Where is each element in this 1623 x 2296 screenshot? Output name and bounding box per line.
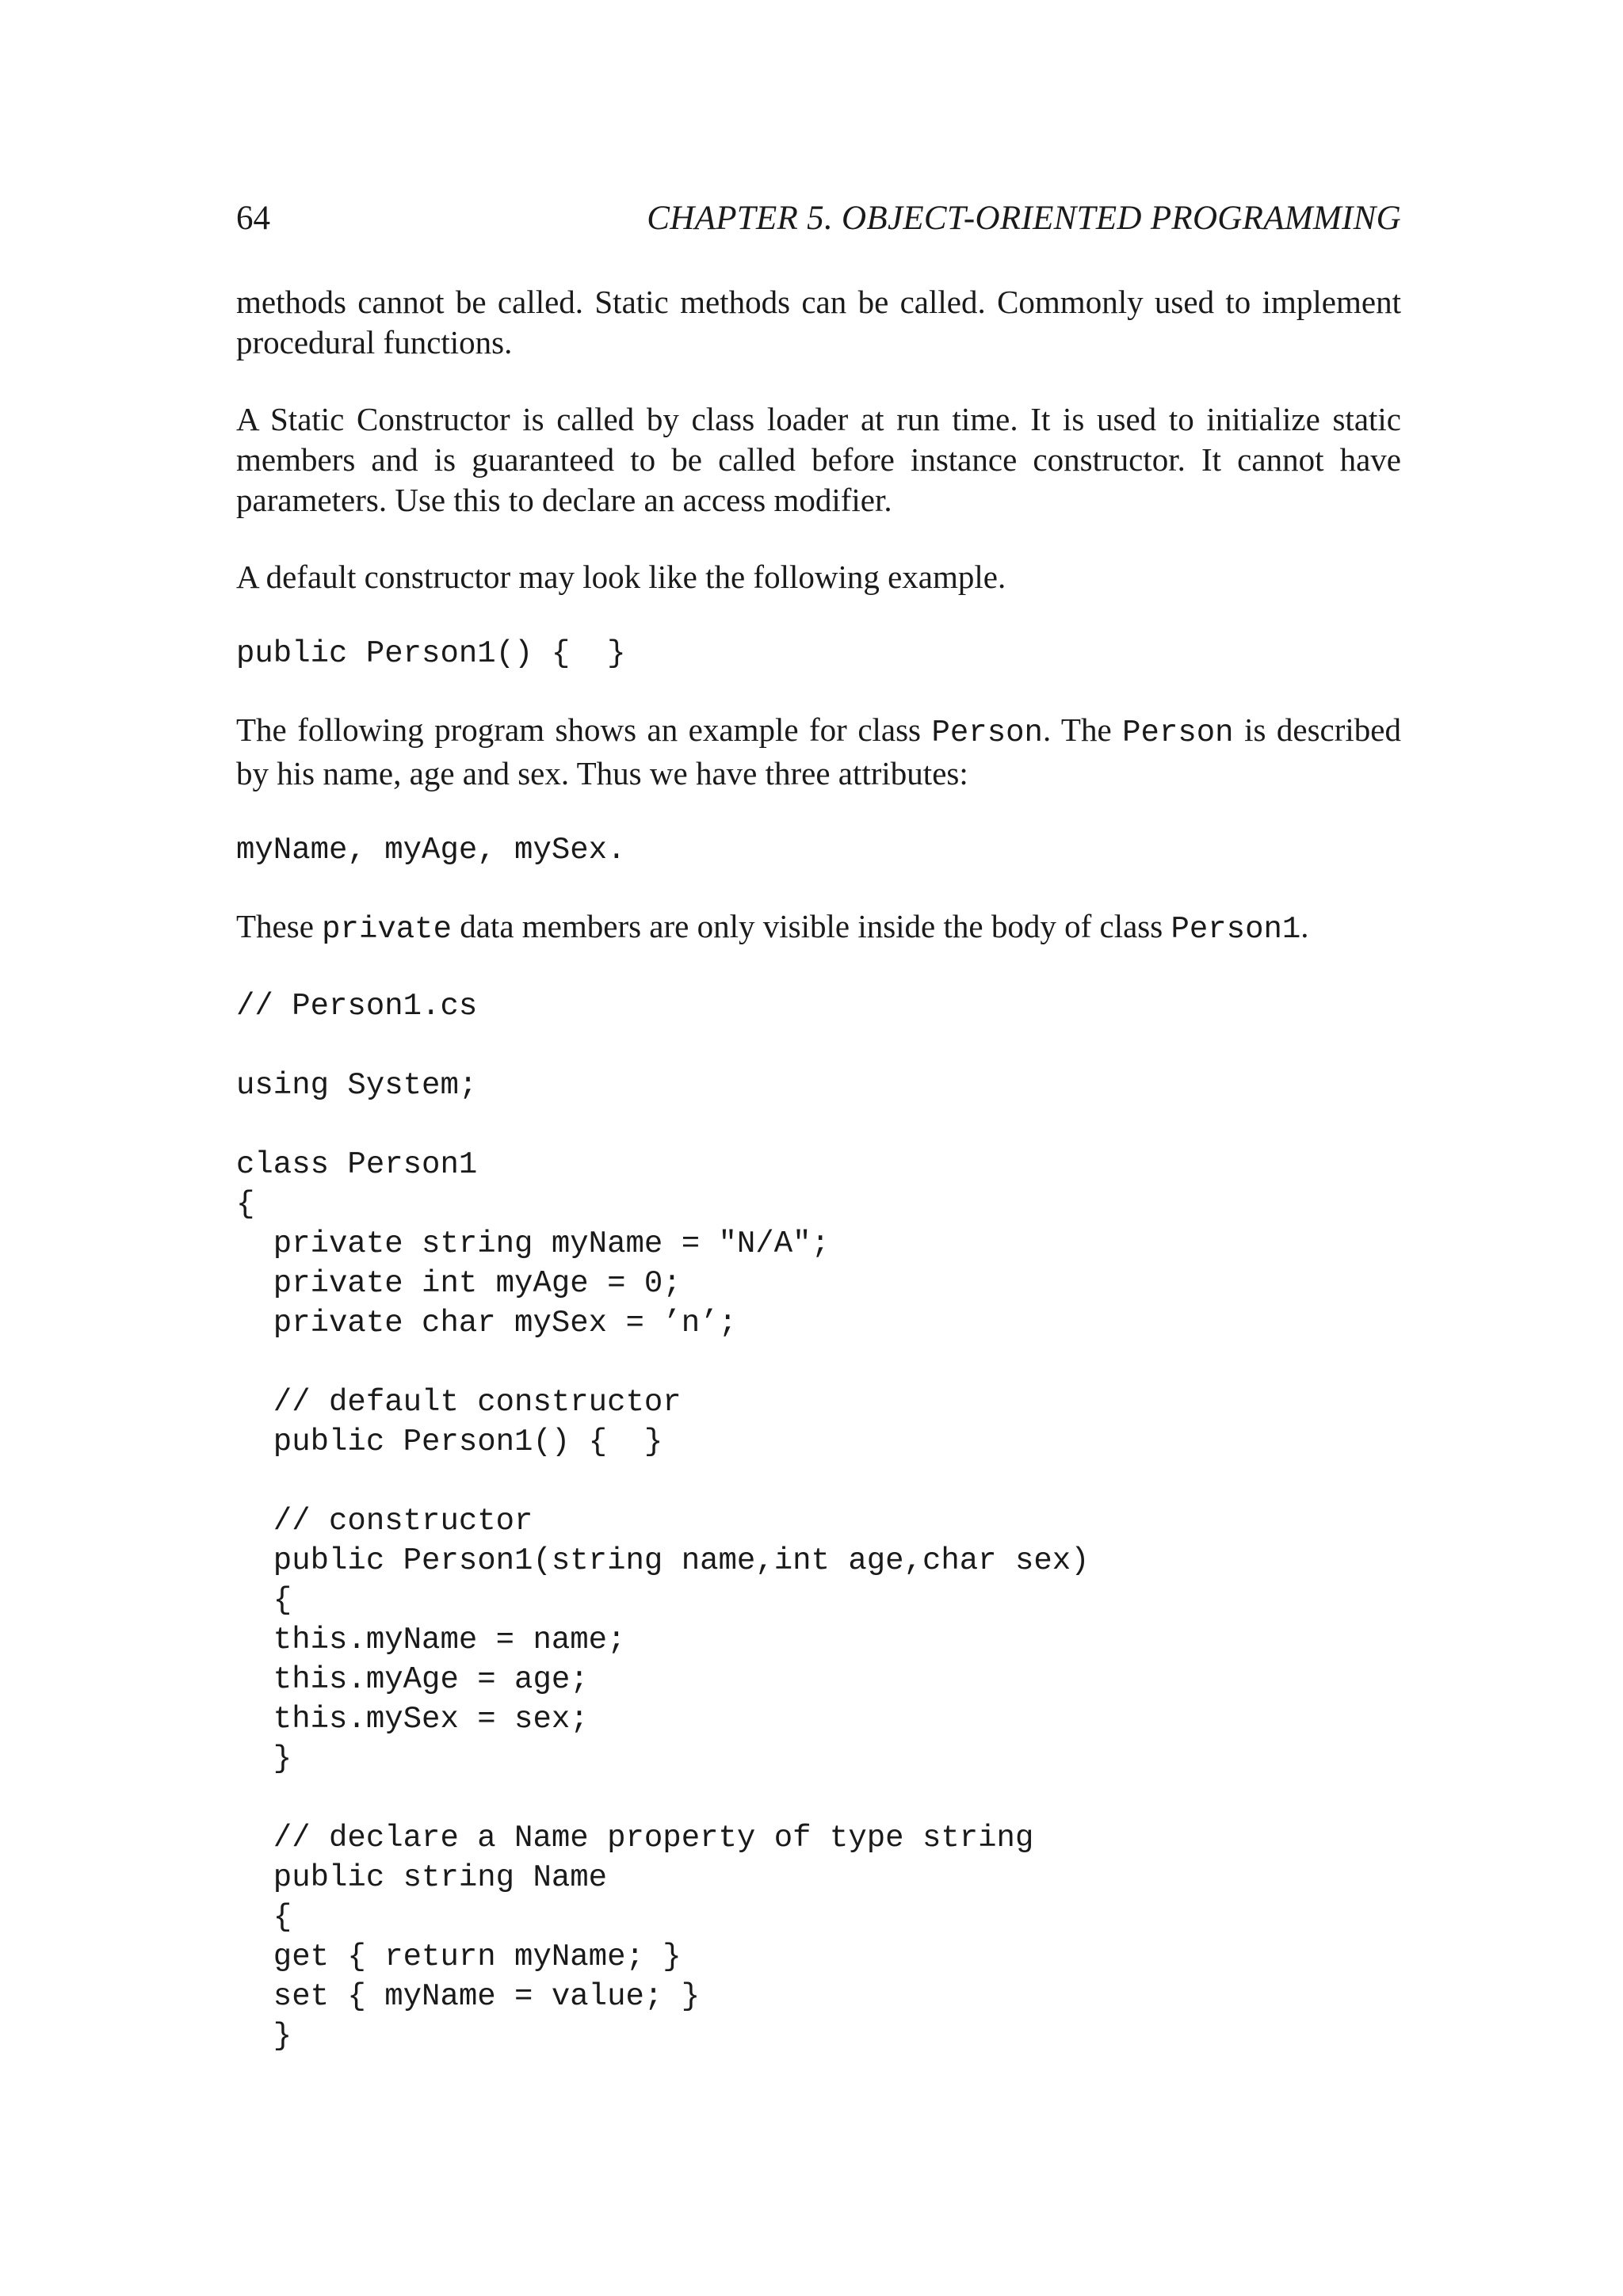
code-default-constructor: public Person1() { } xyxy=(236,636,626,671)
inline-code-person: Person xyxy=(1122,715,1234,750)
text-segment: The following program shows an example for class xyxy=(236,711,932,748)
paragraph-static-methods: methods cannot be called. Static methods can be called. Commonly used to implement procedural functions. xyxy=(236,284,1401,360)
paragraph-person-example xyxy=(236,710,1401,794)
text-segment: data members are only visible inside the body of class xyxy=(451,908,1171,944)
code-listing-person1: // Person1.cs using System; class Person1 { private string myName = "N/A"; private int myAge = 0; private char mySex = ’n’; // default constructor public Person1() { } // constructor public Person1(string name,int age,char sex) { this.myName = name; this.myAge = age; this.mySex = sex; } // declare a Name property of type string public string Name { get { return myName; } set { myName = value; } } xyxy=(236,989,1090,2054)
page-body xyxy=(236,282,1401,2056)
text-segment: . The xyxy=(1042,711,1123,748)
code-attributes: myName, myAge, mySex. xyxy=(236,833,626,868)
text-segment: is described by his name, age and sex. Thus we have three attributes: xyxy=(236,711,1401,791)
text-segment: . xyxy=(1300,908,1309,944)
paragraph-private-members xyxy=(236,906,1401,950)
inline-code-person: Person xyxy=(931,715,1043,750)
paragraph-default-constructor-intro: A default constructor may look like the following example. xyxy=(236,559,1006,595)
paragraph-static-constructor: A Static Constructor is called by class loader at run time. It is used to initialize static members and is guaranteed to be called before instance constructor. It cannot have parameters. Use this to declare an access modifier. xyxy=(236,401,1401,518)
inline-code-private: private xyxy=(322,912,452,947)
text-segment: These xyxy=(236,908,323,944)
inline-code-person1: Person1 xyxy=(1170,912,1301,947)
page-number: 64 xyxy=(236,200,270,237)
chapter-title: CHAPTER 5. OBJECT-ORIENTED PROGRAMMING xyxy=(647,200,1401,237)
page-header xyxy=(236,195,1401,242)
